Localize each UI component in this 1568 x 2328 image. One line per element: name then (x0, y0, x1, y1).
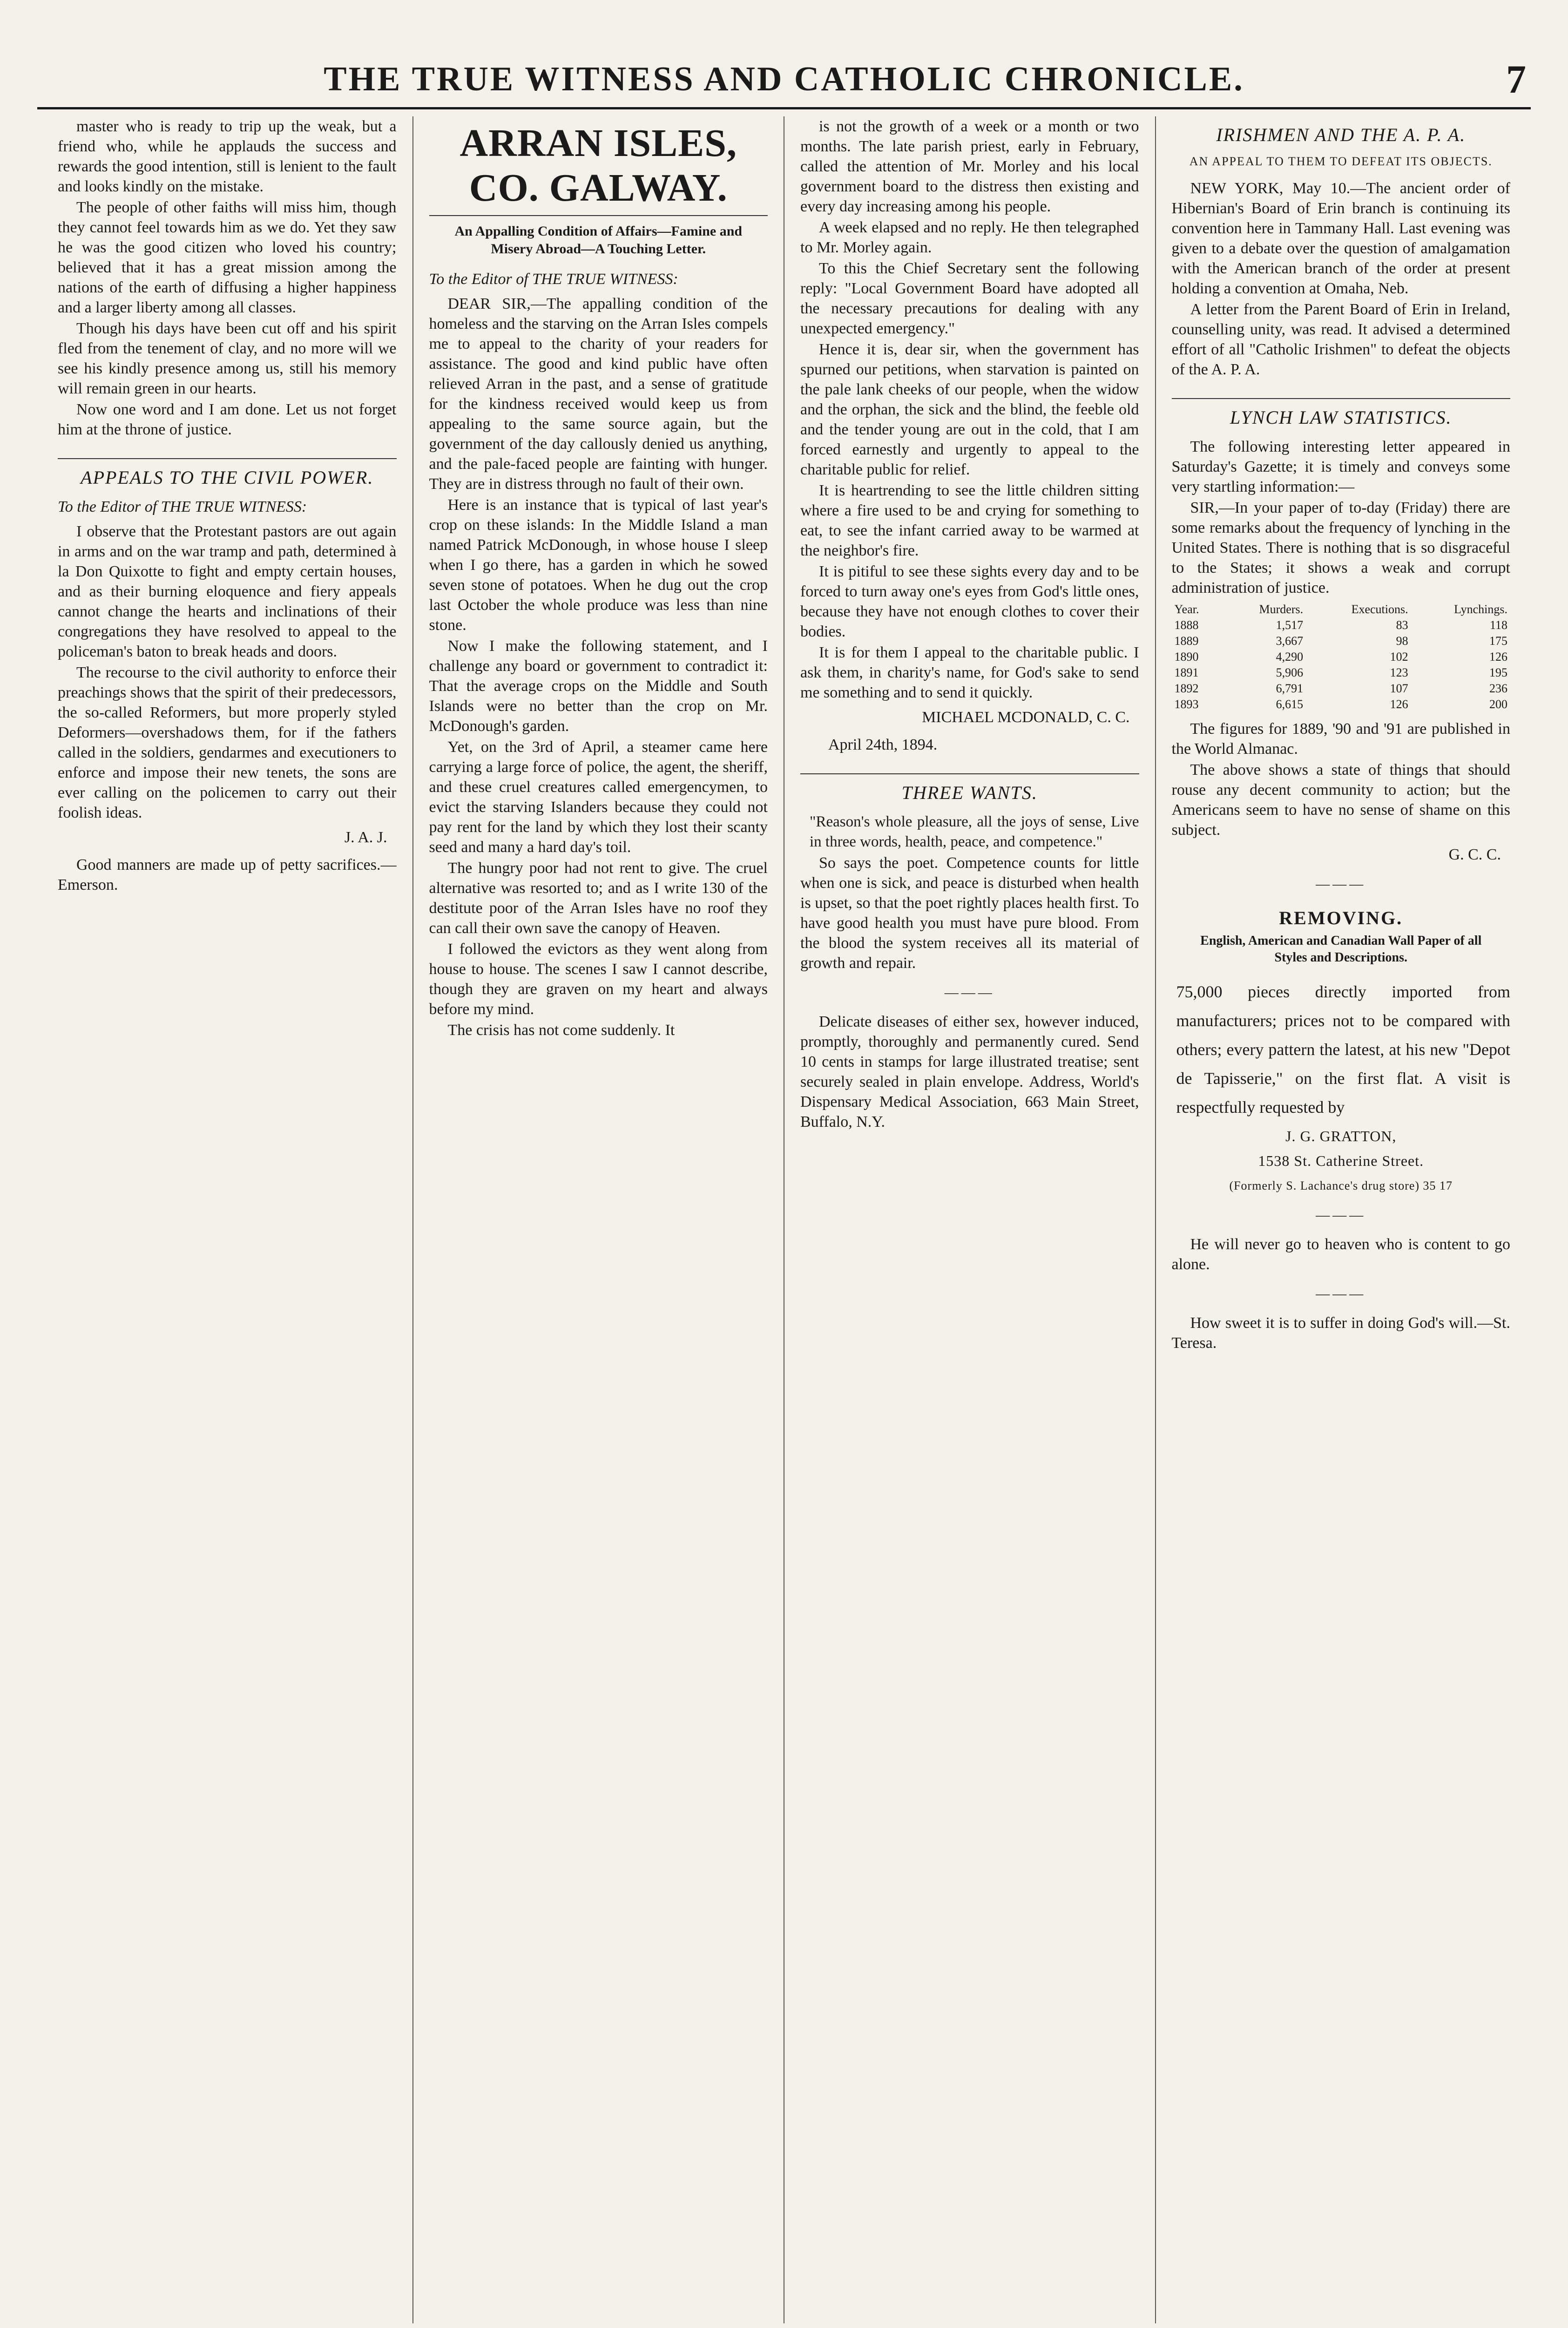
body-paragraph: The people of other faiths will miss him, though they cannot feel towards him as we do. Yet they saw he was the good citizen who loved his country; believed that it has a great mission among the nations of the earth of diffusing a higher happiness and a larger liberty among all classes. (58, 199, 397, 316)
table-cell: 123 (1390, 666, 1408, 679)
signature: G. C. C. (1448, 846, 1501, 863)
table-cell: 175 (1489, 634, 1507, 648)
signature: J. A. J. (344, 829, 387, 846)
table-cell: 6,615 (1276, 697, 1304, 711)
table-cell: 1890 (1174, 650, 1199, 663)
body-paragraph: The crisis has not come suddenly. It (447, 1022, 675, 1039)
footer-quote: He will never go to heaven who is content to go alone. (1171, 1236, 1510, 1273)
body-paragraph: The hungry poor had not rent to give. The cruel alternative was resorted to; and as I write 130 of the destitute poor of the Arran Isles have no roof they can call their own save the canopy of Heaven. (429, 859, 768, 937)
table-cell: 126 (1390, 697, 1408, 711)
table-header-cell: Executions. (1351, 602, 1408, 616)
column-1 (42, 116, 413, 2323)
table-cell: 102 (1390, 650, 1408, 663)
body-paragraph: The following interesting letter appeared in Saturday's Gazette; it is timely and conveys some very startling information:— (1171, 438, 1510, 495)
advertisement-text: Delicate diseases of either sex, however induced, promptly, thoroughly and permanently cured. Send 10 cents in stamps for large illustrated treatise; sent securely sealed in plain envelope. Address, World's Dispensary Medical Association, 663 Main Street, Buffalo, N.Y. (800, 1013, 1139, 1130)
table-cell: 3,667 (1276, 634, 1304, 648)
table-cell: 107 (1390, 682, 1408, 695)
section-title-irishmen: IRISHMEN AND THE A. P. A. (1216, 124, 1466, 145)
footer-quote: How sweet it is to suffer in doing God's will.—St. Teresa. (1171, 1314, 1510, 1352)
table-cell: 1893 (1174, 697, 1199, 711)
table-cell: 1888 (1174, 618, 1199, 632)
body-paragraph: Now I make the following statement, and I challenge any board or government to contradict it: That the average crops on the Middle and South Islands were no better than the crop on Mr. McDonough's garden. (429, 637, 768, 735)
body-paragraph: The figures for 1889, '90 and '91 are published in the World Almanac. (1171, 720, 1510, 758)
table-cell: 126 (1489, 650, 1507, 663)
column-4 (1156, 116, 1527, 2323)
section-title-three-wants: THREE WANTS. (800, 773, 1139, 803)
advertiser-name: J. G. GRATTON, (1285, 1128, 1397, 1144)
advertisement-body: 75,000 pieces directly imported from manufacturers; prices not to be compared with others; every pattern the latest, at his new "Depot de Tapisserie," on the first flat. A visit is respectfully requested by (1176, 982, 1510, 1117)
table-header-cell: Lynchings. (1454, 602, 1507, 616)
footer-quote: Good manners are made up of petty sacrifices.—Emerson. (58, 856, 397, 893)
body-paragraph: The recourse to the civil authority to enforce their preachings shows that the spirit of their predecessors, the so-called Reformers, but more properly styled Deformers—overshadows them, for if the fathers called in the soldiers, gendarmes and executioners to enforce and impose their new tenets, the sons are ever calling on the policemen to carry out their foolish ideas. (58, 664, 397, 821)
advertisement-subtitle: English, American and Canadian Wall Paper of all Styles and Descriptions. (1200, 934, 1482, 965)
body-paragraph: Though his days have been cut off and his spirit fled from the tenement of clay, and no more will we see his kindly presence among us, still his memory will remain green in our hearts. (58, 320, 397, 397)
table-row (1172, 681, 1511, 697)
subheadline: An Appalling Condition of Affairs—Famine and Misery Abroad—A Touching Letter. (454, 223, 743, 257)
body-paragraph: To this the Chief Secretary sent the following reply: "Local Government Board have adopted all the necessary precautions for dealing with any unexpected emergency." (800, 260, 1139, 337)
body-paragraph: It is for them I appeal to the charitable public. I ask them, in charity's name, for God's sake to send me something and to send it quickly. (800, 644, 1139, 701)
advertiser-address: 1538 St. Catherine Street. (1258, 1152, 1424, 1169)
table-cell: 5,906 (1276, 666, 1304, 679)
headline-arran: ARRAN ISLES, CO. GALWAY. (429, 121, 768, 216)
article-columns (42, 116, 1526, 2323)
body-paragraph: It is pitiful to see these sights every day and to be forced to turn away one's eyes from God's little ones, because they have not enough clothes to cover their bodies. (800, 563, 1139, 640)
table-cell: 1,517 (1276, 618, 1304, 632)
body-paragraph: It is heartrending to see the little children sitting where a fire used to be and crying for something to eat, to see the infant carried away to be warmed at the neighbor's fire. (800, 482, 1139, 559)
table-row (1172, 649, 1511, 665)
verse-quote: "Reason's whole pleasure, all the joys of sense, Live in three words, health, peace, and competence." (810, 813, 1139, 850)
section-title-appeals: APPEALS TO THE CIVIL POWER. (58, 458, 397, 487)
section-subtitle: AN APPEAL TO THEM TO DEFEAT ITS OBJECTS. (1189, 155, 1493, 168)
page-number: 7 (1506, 57, 1526, 102)
advertiser-former-location: (Formerly S. Lachance's drug store) 35 17 (1229, 1179, 1453, 1192)
body-paragraph: Yet, on the 3rd of April, a steamer came here carrying a large force of police, the agent, the sheriff, and these cruel creatures called emergencymen, to evict the starving Islanders because they could not pay rent for the land by which they lost their scanty seed and many a hard day's toil. (429, 738, 768, 856)
body-paragraph: So says the poet. Competence counts for little when one is sick, and peace is disturbed when health is upset, so that the poet rightly places health first. To have good health you must have pure blood. From the blood the system receives all its material of growth and repair. (800, 854, 1139, 972)
body-paragraph: The above shows a state of things that should rouse any decent community to action; but the Americans seem to have no sense of shame on this subject. (1171, 761, 1510, 839)
table-cell: 195 (1489, 666, 1507, 679)
table-header-cell: Year. (1174, 602, 1199, 616)
body-paragraph: NEW YORK, May 10.—The ancient order of Hibernian's Board of Erin branch is continuing its convention here in Tammany Hall. Last evening was given to a debate over the question of amalgamation with the American branch of the order at present holding a convention at Omaha, Neb. (1171, 180, 1510, 297)
section-divider: ——— (1316, 1286, 1366, 1301)
advertisement-title: REMOVING. (1279, 907, 1403, 928)
lynching-statistics-table (1172, 602, 1511, 712)
body-paragraph: A letter from the Parent Board of Erin in Ireland, counselling unity, was read. It advised a determined effort of all "Catholic Irishmen" to defeat the objects of the A. P. A. (1171, 301, 1510, 378)
body-paragraph: is not the growth of a week or a month or two months. The late parish priest, early in February, called the attention of Mr. Morley and his local government board to the distress then existing and every day increasing among his people. (800, 118, 1139, 215)
body-paragraph: master who is ready to trip up the weak, but a friend who, while he applauds the success and rewards the good intention, still is lenient to the fault and looks kindly on the mistake. (58, 118, 397, 195)
section-divider: ——— (1316, 876, 1366, 892)
section-title-lynch-law: LYNCH LAW STATISTICS. (1172, 398, 1511, 427)
body-paragraph: Now one word and I am done. Let us not forget him at the throne of justice. (58, 401, 397, 438)
body-paragraph: DEAR SIR,—The appalling condition of the homeless and the starving on the Arran Isles compels me to appeal to the charity of your readers for assistance. The good and kind public have often relieved Arran in the past, and a sense of gratitude for the kindness received would keep us from appealing to the same source again, but the government of the day callously denied us anything, and the pale-faced people are fainting with hunger. They are in distress through no fault of their own. (429, 295, 768, 493)
body-paragraph: Hence it is, dear sir, when the government has spurned our petitions, when starvation is painted on the pale lank cheeks of our people, when the widow and the orphan, the sick and the blind, the feeble old and the tender young are out in the cold, that I am forced earnestly and urgently to appeal to the charitable public for relief. (800, 341, 1139, 478)
body-paragraph: Here is an instance that is typical of last year's crop on these islands: In the Middle Island a man named Patrick McDonough, in whose house I sleep when I go there, has a garden in which he sowed seven stone of potatoes. When he dug out the crop last October the whole produce was less than nine stone. (429, 496, 768, 634)
newspaper-title: THE TRUE WITNESS AND CATHOLIC CHRONICLE. (324, 60, 1244, 98)
table-row (1172, 617, 1511, 633)
table-body (1172, 617, 1511, 712)
table-cell: 83 (1396, 618, 1408, 632)
table-cell: 6,791 (1276, 682, 1304, 695)
column-3 (784, 116, 1156, 2323)
dateline: April 24th, 1894. (828, 736, 938, 753)
table-cell: 98 (1396, 634, 1408, 648)
table-cell: 236 (1489, 682, 1507, 695)
table-cell: 1889 (1174, 634, 1199, 648)
salutation: To the Editor of THE TRUE WITNESS: (58, 498, 307, 515)
signature: MICHAEL MCDONALD, C. C. (922, 709, 1130, 726)
table-row (1172, 665, 1511, 681)
body-paragraph: I followed the evictors as they went along from house to house. The scenes I saw I cannot describe, though they are graven on my heart and always before my mind. (429, 941, 768, 1018)
body-paragraph: A week elapsed and no reply. He then telegraphed to Mr. Morley again. (800, 219, 1139, 256)
table-cell: 1891 (1174, 666, 1199, 679)
salutation: To the Editor of THE TRUE WITNESS: (429, 271, 678, 288)
section-divider: ——— (1316, 1207, 1366, 1223)
body-paragraph: I observe that the Protestant pastors are out again in arms and on the war tramp and path, determined à la Don Quixotte to fight and empty certain houses, and as their burning eloquence and fiery appeals cannot change the hearts and inclinations of their congregations they have resolved to appeal to the policeman's baton to break heads and doors. (58, 523, 397, 660)
table-cell: 4,290 (1276, 650, 1304, 663)
masthead (37, 56, 1531, 109)
table-cell: 1892 (1174, 682, 1199, 695)
section-divider: ——— (944, 985, 995, 1000)
table-header-row (1172, 602, 1511, 617)
body-paragraph: SIR,—In your paper of to-day (Friday) there are some remarks about the frequency of lynching in the United States. There is nothing that is so disgraceful to the States; it shows a weak and corrupt administration of justice. (1171, 499, 1510, 596)
column-2 (413, 116, 785, 2323)
table-cell: 118 (1489, 618, 1507, 632)
table-cell: 200 (1489, 697, 1507, 711)
table-header-cell: Murders. (1259, 602, 1304, 616)
table-row (1172, 697, 1511, 712)
table-row (1172, 633, 1511, 649)
